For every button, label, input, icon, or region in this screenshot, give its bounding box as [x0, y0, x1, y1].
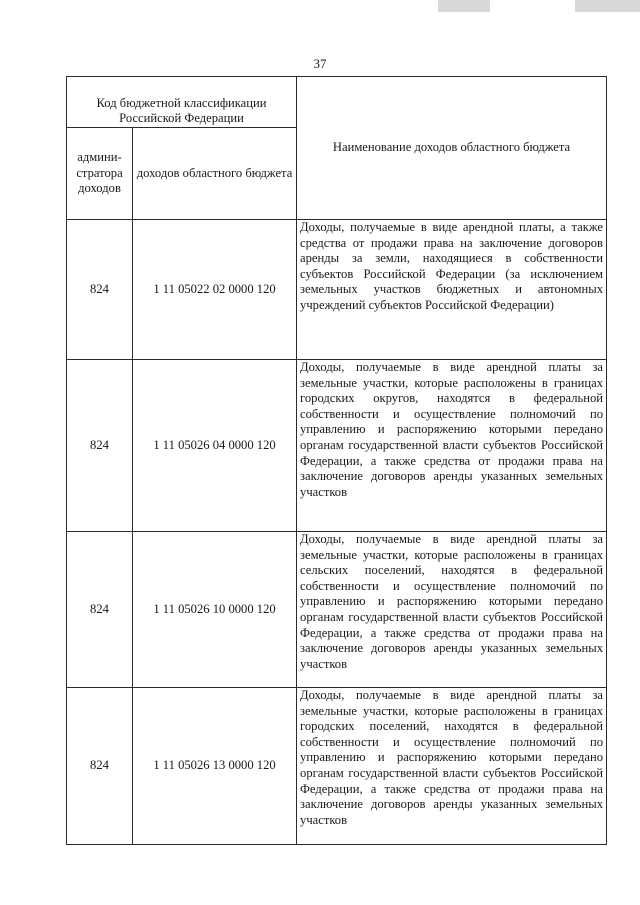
table-row — [67, 688, 607, 845]
revenue-name-cell: Доходы, получаемые в виде арендной платы, а также средства от продажи права на заключение договоров аренды за земли, находящиеся в собственности субъектов Российской Федерации (за исключением земельных участков бюджетных и автономных учреждений субъектов Российской Федерации) — [297, 220, 607, 360]
header-administrator: админи-стратора доходов — [67, 128, 133, 220]
budget-code-cell: 1 11 05026 13 0000 120 — [133, 688, 297, 845]
budget-classification-table — [66, 76, 607, 845]
page-number: 37 — [313, 56, 327, 71]
revenue-name-cell: Доходы, получаемые в виде арендной платы за земельные участки, которые расположены в границах городских поселений, находятся в федеральной собственности и осуществление полномочий по управлению и распоряжению которыми передано органам государственной власти субъектов Российской Федерации, а также средства от продажи права на заключение договоров аренды указанных земельных участков — [297, 688, 607, 845]
budget-code-cell: 1 11 05026 04 0000 120 — [133, 360, 297, 532]
table-row — [67, 220, 607, 360]
table-header-row-1 — [67, 77, 607, 128]
admin-code-cell: 824 — [67, 360, 133, 532]
budget-code-cell: 1 11 05026 10 0000 120 — [133, 532, 297, 688]
scan-edge-mark-right — [575, 0, 640, 12]
table-row — [67, 532, 607, 688]
admin-code-cell: 824 — [67, 220, 133, 360]
header-revenue-name: Наименование доходов областного бюджета — [297, 77, 607, 220]
revenue-name-cell: Доходы, получаемые в виде арендной платы за земельные участки, которые расположены в границах сельских поселений, находятся в федеральной собственности и осуществление полномочий по управлению и распоряжению которыми передано органам государственной власти субъектов Российской Федерации, а также средства от продажи права на заключение договоров аренды указанных земельных участков — [297, 532, 607, 688]
revenue-name-cell: Доходы, получаемые в виде арендной платы за земельные участки, которые расположены в границах городских округов, находятся в федеральной собственности и осуществление полномочий по управлению и распоряжению которыми передано органам государственной власти субъектов Российской Федерации, а также средства от продажи права на заключение договоров аренды указанных земельных участков — [297, 360, 607, 532]
admin-code-cell: 824 — [67, 532, 133, 688]
admin-code-cell: 824 — [67, 688, 133, 845]
header-regional-revenue: доходов областного бюджета — [133, 128, 297, 220]
budget-code-cell: 1 11 05022 02 0000 120 — [133, 220, 297, 360]
header-budget-classification-code: Код бюджетной классификации Российской Федерации — [67, 77, 297, 128]
scan-edge-mark-left — [438, 0, 490, 12]
table-row — [67, 360, 607, 532]
